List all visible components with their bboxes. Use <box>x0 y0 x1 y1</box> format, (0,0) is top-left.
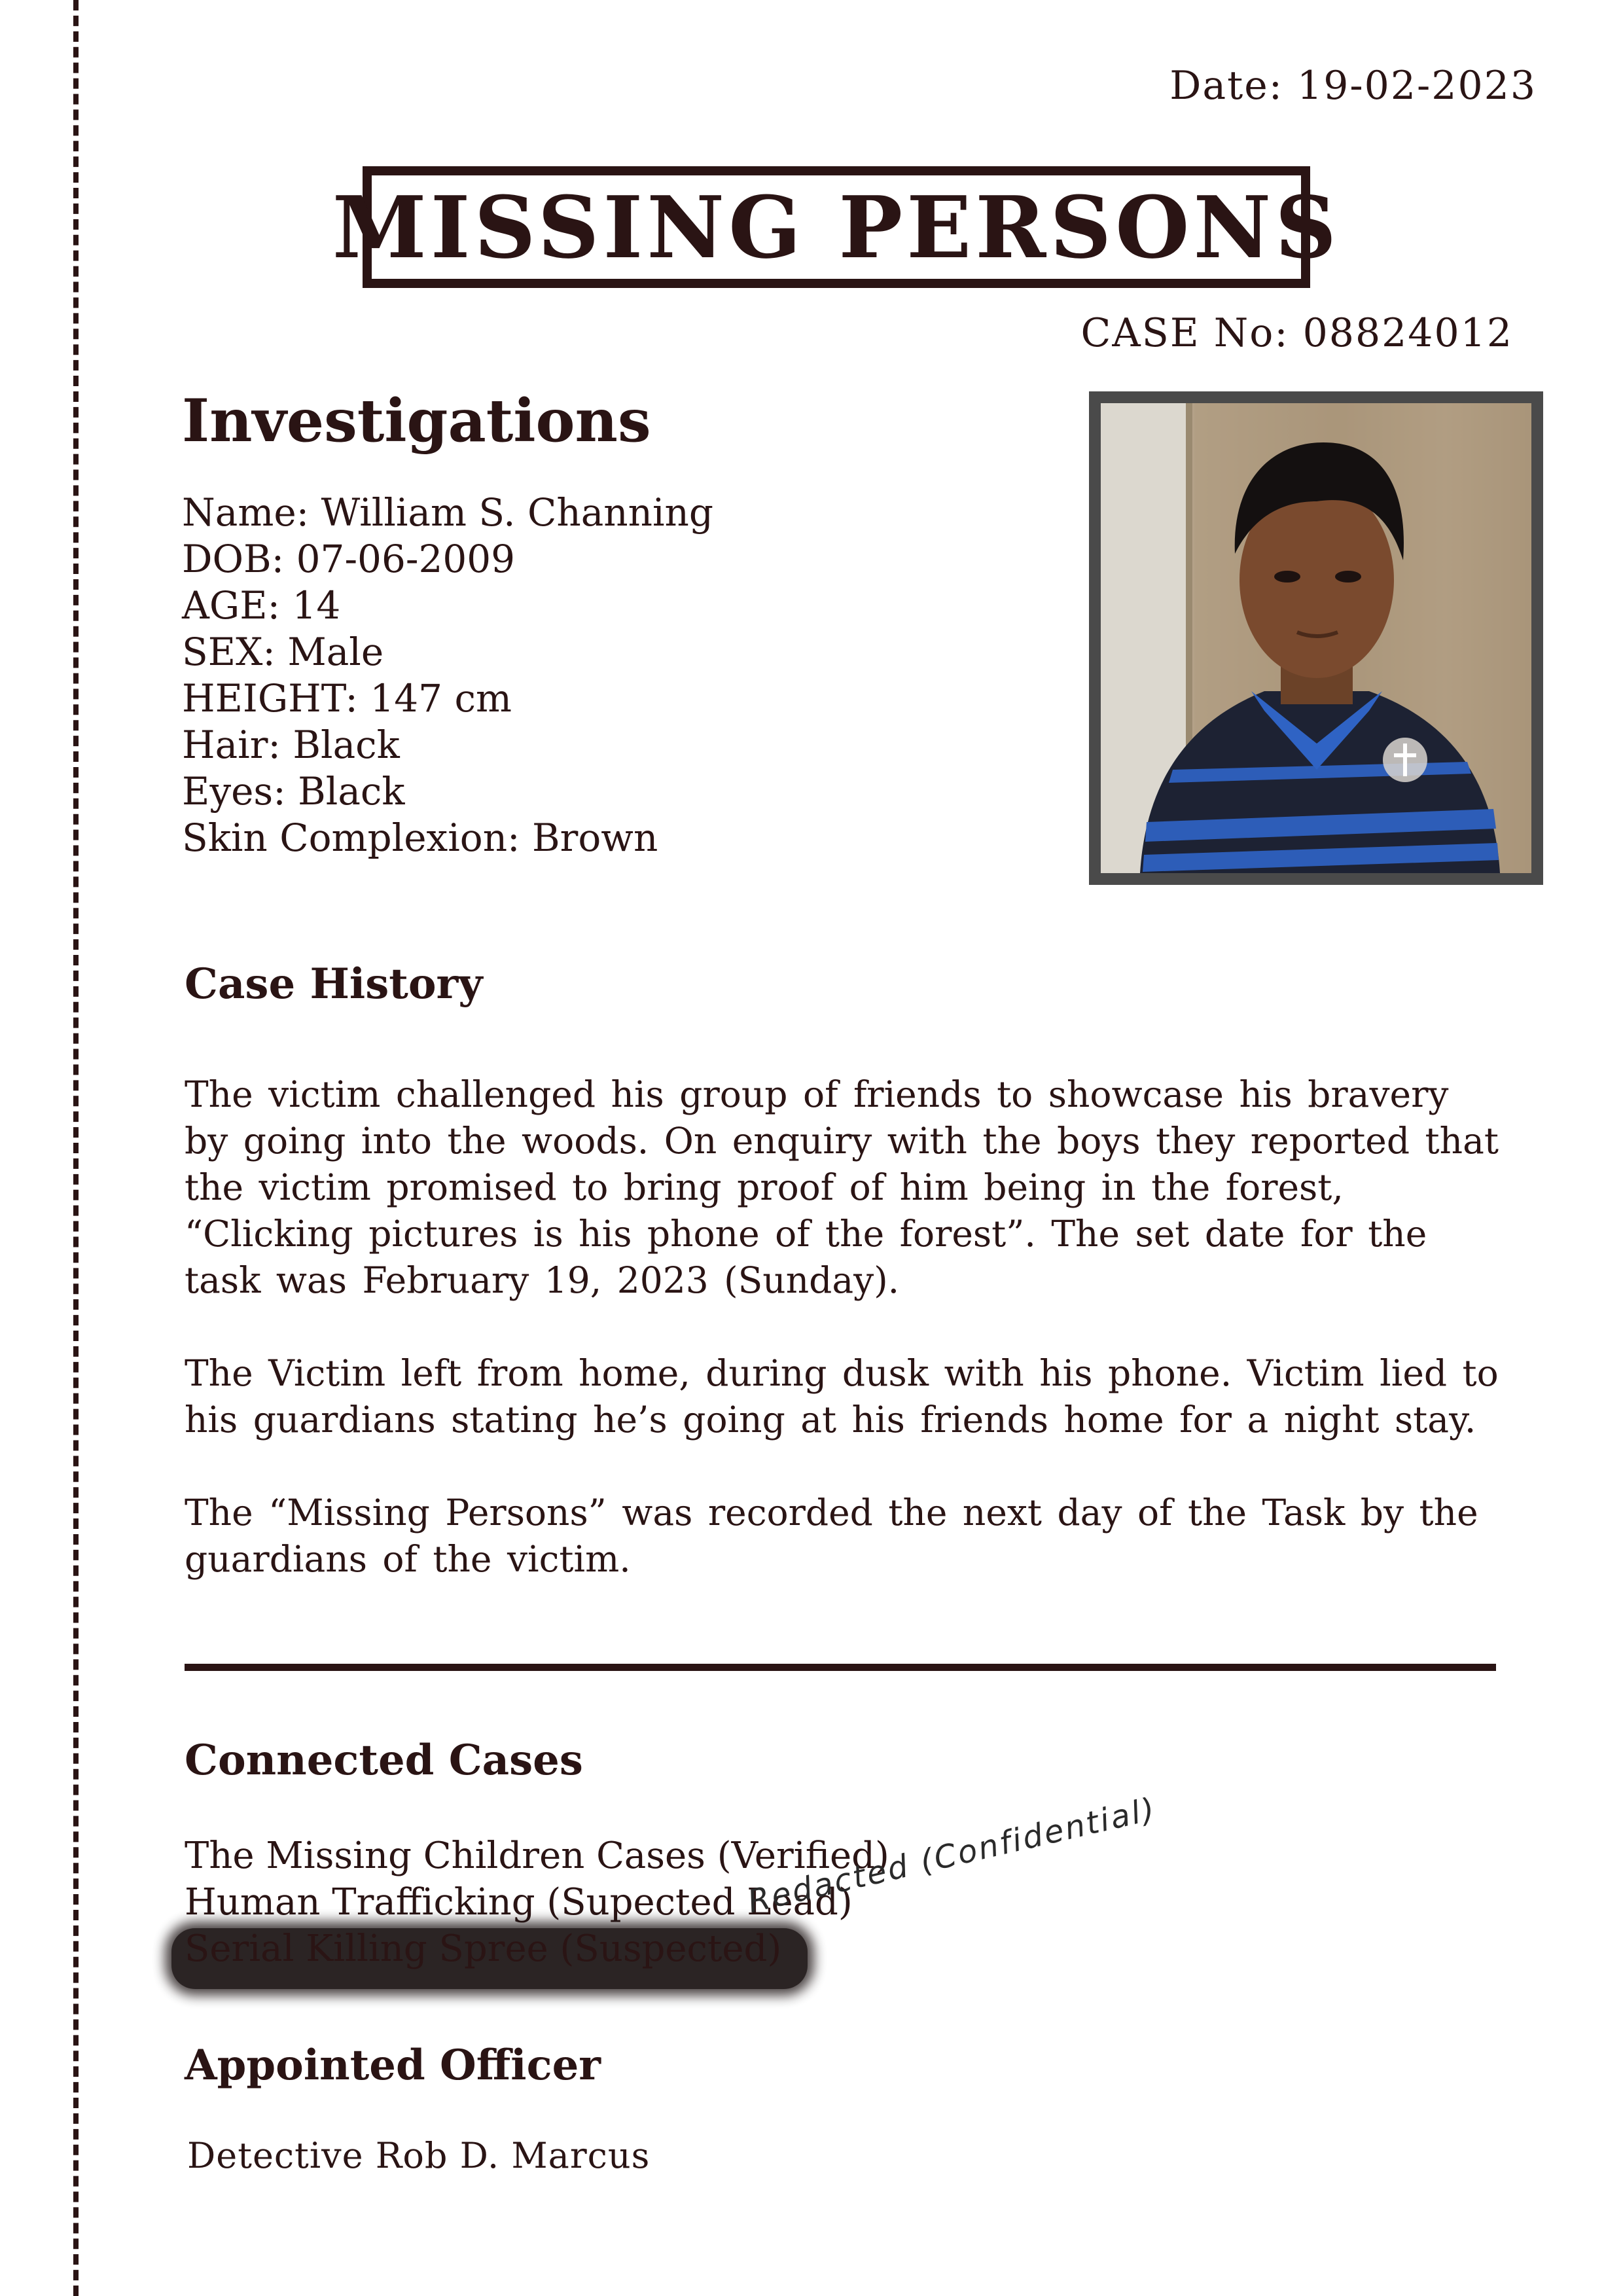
perforated-edge <box>73 0 79 2296</box>
profile-skin: Skin Complexion: Brown <box>182 816 658 860</box>
profile-sex: SEX: Male <box>182 630 384 674</box>
case-history-paragraph-1: The victim challenged his group of friends to showcase his bravery by going into the woods. On enquiry with the boys they reported that the victim promised to bring proof of him being in the forest, “Clicking pictures is his phone of the forest”. The set date for the task was February 19, 2023 (Sunday). <box>185 1073 1499 1301</box>
connected-case-item: The Missing Children Cases (Verified) <box>185 1835 889 1877</box>
profile-details <box>182 490 713 861</box>
redacted-case <box>185 1926 781 1972</box>
redaction-annotation: Redacted (Confidential) <box>744 1790 1160 1920</box>
victim-portrait-illustration <box>1101 403 1531 873</box>
investigations-heading: Investigations <box>182 386 651 456</box>
section-divider <box>185 1664 1496 1671</box>
appointed-officer-heading: Appointed Officer <box>185 2041 601 2090</box>
report-date: Date: 19-02-2023 <box>1169 63 1537 109</box>
victim-photo-frame <box>1089 391 1543 885</box>
victim-photo <box>1101 403 1531 873</box>
connected-case-item-redacted <box>185 1926 889 1972</box>
profile-dob: DOB: 07-06-2009 <box>182 537 516 581</box>
redacted-case-text: Serial Killing Spree (Suspected) <box>185 1928 782 1970</box>
profile-name: Name: William S. Channing <box>182 490 714 535</box>
profile-eyes: Eyes: Black <box>182 769 405 814</box>
profile-age: AGE: 14 <box>182 583 341 628</box>
case-history-paragraph-2: The Victim left from home, during dusk with his phone. Victim lied to his guardians stating he’s going at his friends home for a night stay. <box>185 1352 1499 1441</box>
case-history-heading: Case History <box>185 960 483 1009</box>
officer-name: Detective Rob D. Marcus <box>187 2135 651 2176</box>
title-box <box>332 166 1341 288</box>
page-title: MISSING PERSONS <box>332 177 1341 278</box>
connected-cases-heading: Connected Cases <box>185 1736 583 1785</box>
profile-height: HEIGHT: 147 cm <box>182 676 512 721</box>
connected-case-item: Human Trafficking (Supected Lead) <box>185 1881 853 1924</box>
case-history-paragraph-3: The “Missing Persons” was recorded the next day of the Task by the guardians of the victim. <box>185 1492 1478 1580</box>
profile-hair: Hair: Black <box>182 723 400 767</box>
case-number: CASE No: 08824012 <box>1080 310 1513 356</box>
